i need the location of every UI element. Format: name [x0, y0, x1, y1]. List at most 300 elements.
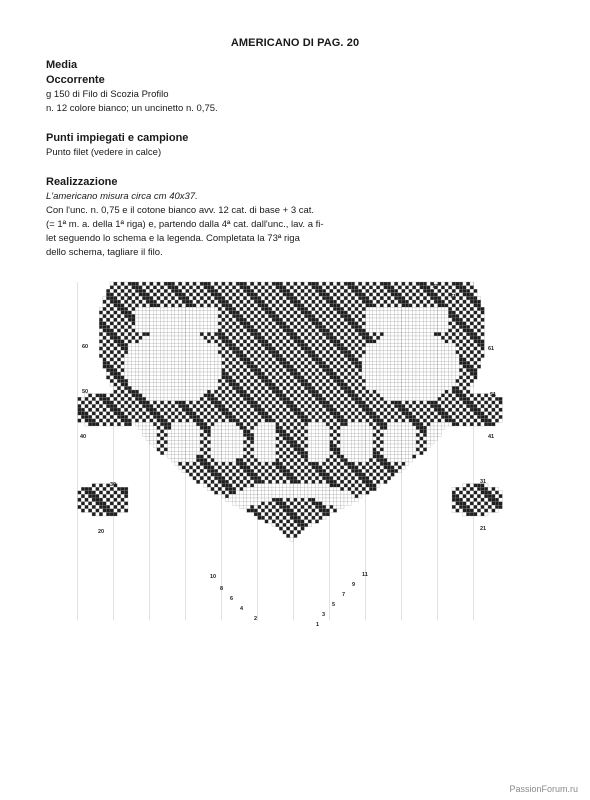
chart-cell [196, 422, 200, 426]
chart-cell [290, 383, 294, 387]
chart-cell [376, 343, 380, 347]
chart-cell [265, 430, 269, 434]
chart-cell [416, 415, 420, 419]
chart-cell [348, 300, 352, 304]
chart-cell [380, 451, 384, 455]
chart-cell [438, 340, 442, 344]
chart-cell [348, 440, 352, 444]
chart-cell [128, 282, 132, 286]
chart-cell [218, 397, 222, 401]
chart-cell [344, 415, 348, 419]
chart-cell [380, 282, 384, 286]
page-title: AMERICANO DI PAG. 20 [230, 37, 360, 49]
chart-cell [189, 448, 193, 452]
chart-cell [358, 401, 362, 405]
chart-cell [211, 293, 215, 297]
chart-cell [225, 350, 229, 354]
chart-cell [150, 430, 154, 434]
chart-cell [236, 361, 240, 365]
chart-cell [322, 293, 326, 297]
chart-cell [261, 293, 265, 297]
chart-cell [175, 404, 179, 408]
chart-cell [117, 415, 121, 419]
chart-cell [189, 293, 193, 297]
chart-cell [265, 358, 269, 362]
chart-cell [150, 318, 154, 322]
chart-cell [481, 394, 485, 398]
chart-cell [240, 376, 244, 380]
chart-cell [459, 340, 463, 344]
chart-cell [268, 347, 272, 351]
chart-cell [193, 286, 197, 290]
chart-cell [470, 419, 474, 423]
chart-cell [297, 426, 301, 430]
chart-cell [286, 354, 290, 358]
chart-cell [398, 430, 402, 434]
chart-cell [294, 419, 298, 423]
chart-cell [146, 430, 150, 434]
chart-cell [366, 329, 370, 333]
chart-cell [247, 289, 251, 293]
chart-cell [376, 404, 380, 408]
chart-cell [409, 307, 413, 311]
chart-cell [441, 307, 445, 311]
chart-cell [484, 419, 488, 423]
chart-cell [409, 354, 413, 358]
chart-cell [222, 419, 226, 423]
chart-cell [384, 451, 388, 455]
chart-cell [344, 336, 348, 340]
chart-cell [124, 318, 128, 322]
chart-cell [466, 304, 470, 308]
chart-cell [430, 314, 434, 318]
chart-cell [358, 358, 362, 362]
chart-cell [391, 293, 395, 297]
chart-cell [427, 336, 431, 340]
chart-cell [229, 289, 233, 293]
chart-cell [132, 383, 136, 387]
chart-cell [268, 415, 272, 419]
chart-cell [402, 325, 406, 329]
chart-cell [258, 448, 262, 452]
chart-cell [106, 361, 110, 365]
chart-cell [477, 419, 481, 423]
chart-cell [348, 350, 352, 354]
chart-cell [376, 390, 380, 394]
chart-cell [214, 286, 218, 290]
chart-cell [355, 282, 359, 286]
chart-cell [463, 296, 467, 300]
chart-cell [214, 347, 218, 351]
chart-cell [470, 394, 474, 398]
chart-cell [232, 368, 236, 372]
chart-cell [189, 430, 193, 434]
chart-cell [232, 300, 236, 304]
chart-cell [481, 415, 485, 419]
chart-cell [189, 336, 193, 340]
chart-cell [247, 390, 251, 394]
chart-cell [362, 282, 366, 286]
chart-cell [398, 422, 402, 426]
chart-cell [214, 336, 218, 340]
chart-cell [416, 451, 420, 455]
chart-cell [218, 440, 222, 444]
chart-cell [297, 408, 301, 412]
chart-cell [434, 433, 438, 437]
chart-cell [135, 343, 139, 347]
chart-cell [236, 383, 240, 387]
chart-cell [337, 394, 341, 398]
chart-cell [182, 354, 186, 358]
chart-cell [337, 347, 341, 351]
chart-cell [322, 332, 326, 336]
chart-cell [333, 390, 337, 394]
chart-cell [294, 415, 298, 419]
chart-cell [420, 354, 424, 358]
chart-cell [477, 347, 481, 351]
chart-cell [441, 358, 445, 362]
chart-cell [391, 383, 395, 387]
chart-cell [322, 358, 326, 362]
chart-cell [261, 451, 265, 455]
chart-cell [236, 340, 240, 344]
chart-cell [229, 430, 233, 434]
chart-cell [333, 451, 337, 455]
chart-cell [218, 379, 222, 383]
chart-cell [279, 314, 283, 318]
chart-cell [106, 289, 110, 293]
chart-cell [218, 332, 222, 336]
chart-cell [204, 340, 208, 344]
chart-cell [308, 318, 312, 322]
chart-cell [164, 412, 168, 416]
chart-cell [272, 289, 276, 293]
chart-cell [171, 311, 175, 315]
chart-cell [286, 311, 290, 315]
chart-cell [132, 300, 136, 304]
chart-cell [358, 318, 362, 322]
chart-cell [434, 372, 438, 376]
chart-cell [171, 426, 175, 430]
chart-cell [117, 300, 121, 304]
chart-cell [225, 426, 229, 430]
chart-cell [355, 433, 359, 437]
chart-cell [247, 376, 251, 380]
chart-cell [178, 372, 182, 376]
chart-cell [348, 433, 352, 437]
chart-cell [110, 404, 114, 408]
chart-cell [150, 347, 154, 351]
chart-cell [182, 361, 186, 365]
chart-cell [247, 358, 251, 362]
chart-cell [268, 329, 272, 333]
chart-cell [448, 343, 452, 347]
chart-cell [106, 350, 110, 354]
chart-cell [358, 343, 362, 347]
chart-cell [150, 314, 154, 318]
chart-cell [330, 286, 334, 290]
chart-cell [157, 307, 161, 311]
chart-cell [222, 433, 226, 437]
chart-cell [268, 286, 272, 290]
chart-cell [110, 361, 114, 365]
chart-cell [114, 343, 118, 347]
chart-cell [157, 354, 161, 358]
chart-cell [366, 394, 370, 398]
chart-cell [200, 430, 204, 434]
chart-cell [268, 368, 272, 372]
chart-cell [326, 361, 330, 365]
chart-cell [301, 376, 305, 380]
chart-cell [355, 332, 359, 336]
chart-cell [456, 322, 460, 326]
chart-cell [402, 422, 406, 426]
chart-cell [420, 394, 424, 398]
chart-cell [351, 361, 355, 365]
chart-cell [236, 343, 240, 347]
chart-cell [186, 412, 190, 416]
chart-cell [225, 318, 229, 322]
chart-cell [391, 282, 395, 286]
chart-cell [196, 304, 200, 308]
chart-cell [265, 451, 269, 455]
chart-cell [294, 444, 298, 448]
chart-cell [283, 455, 287, 459]
chart-cell [441, 329, 445, 333]
chart-cell [362, 361, 366, 365]
chart-cell [229, 318, 233, 322]
chart-cell [366, 332, 370, 336]
chart-cell [409, 322, 413, 326]
chart-cell [297, 404, 301, 408]
chart-cell [232, 455, 236, 459]
chart-cell [243, 300, 247, 304]
chart-cell [211, 422, 215, 426]
chart-cell [189, 455, 193, 459]
chart-cell [301, 296, 305, 300]
chart-cell [106, 304, 110, 308]
chart-cell [477, 314, 481, 318]
chart-cell [218, 361, 222, 365]
chart-cell [250, 304, 254, 308]
chart-cell [463, 347, 467, 351]
chart-cell [139, 293, 143, 297]
chart-cell [423, 293, 427, 297]
chart-cell [232, 361, 236, 365]
chart-cell [240, 358, 244, 362]
chart-cell [470, 300, 474, 304]
chart-cell [330, 300, 334, 304]
chart-cell [391, 430, 395, 434]
chart-cell [207, 365, 211, 369]
chart-cell [214, 379, 218, 383]
chart-cell [456, 300, 460, 304]
chart-cell [240, 322, 244, 326]
chart-cell [272, 282, 276, 286]
chart-cell [261, 401, 265, 405]
chart-cell [103, 358, 107, 362]
chart-cell [355, 314, 359, 318]
chart-cell [423, 322, 427, 326]
chart-cell [376, 415, 380, 419]
chart-cell [423, 404, 427, 408]
chart-cell [200, 314, 204, 318]
chart-cell [139, 394, 143, 398]
chart-cell [153, 336, 157, 340]
chart-cell [423, 318, 427, 322]
chart-cell [236, 401, 240, 405]
chart-cell [398, 408, 402, 412]
chart-cell [85, 404, 89, 408]
chart-cell [193, 376, 197, 380]
chart-cell [139, 408, 143, 412]
chart-cell [409, 282, 413, 286]
chart-cell [290, 401, 294, 405]
chart-cell [412, 336, 416, 340]
chart-cell [369, 314, 373, 318]
chart-cell [456, 286, 460, 290]
chart-cell [150, 394, 154, 398]
chart-cell [466, 314, 470, 318]
chart-cell [135, 289, 139, 293]
chart-cell [207, 404, 211, 408]
chart-cell [380, 318, 384, 322]
chart-cell [402, 408, 406, 412]
chart-cell [423, 358, 427, 362]
chart-cell [276, 376, 280, 380]
chart-cell [106, 401, 110, 405]
chart-cell [394, 383, 398, 387]
chart-cell [351, 332, 355, 336]
chart-cell [196, 358, 200, 362]
chart-cell [160, 448, 164, 452]
chart-cell [193, 354, 197, 358]
chart-cell [229, 386, 233, 390]
chart-cell [369, 368, 373, 372]
chart-cell [258, 372, 262, 376]
chart-cell [236, 408, 240, 412]
chart-cell [369, 415, 373, 419]
chart-cell [459, 314, 463, 318]
chart-cell [402, 350, 406, 354]
chart-cell [189, 282, 193, 286]
chart-cell [391, 300, 395, 304]
chart-cell [232, 340, 236, 344]
chart-cell [330, 340, 334, 344]
chart-cell [423, 350, 427, 354]
chart-cell [423, 390, 427, 394]
chart-cell [153, 422, 157, 426]
chart-cell [402, 390, 406, 394]
chart-cell [369, 394, 373, 398]
chart-cell [189, 397, 193, 401]
chart-cell [189, 329, 193, 333]
chart-cell [153, 372, 157, 376]
chart-cell [358, 307, 362, 311]
chart-cell [423, 361, 427, 365]
chart-cell [373, 412, 377, 416]
chart-cell [164, 386, 168, 390]
chart-cell [337, 444, 341, 448]
chart-cell [351, 394, 355, 398]
chart-cell [333, 343, 337, 347]
chart-cell [373, 451, 377, 455]
chart-cell [488, 415, 492, 419]
chart-cell [290, 408, 294, 412]
chart-cell [229, 361, 233, 365]
chart-cell [272, 397, 276, 401]
chart-cell [258, 332, 262, 336]
chart-cell [351, 440, 355, 444]
chart-cell [243, 412, 247, 416]
chart-cell [304, 293, 308, 297]
chart-cell [117, 372, 121, 376]
chart-cell [427, 282, 431, 286]
chart-cell [200, 318, 204, 322]
chart-cell [204, 282, 208, 286]
chart-cell [466, 293, 470, 297]
chart-cell [214, 365, 218, 369]
chart-cell [362, 440, 366, 444]
chart-cell [441, 325, 445, 329]
chart-cell [488, 422, 492, 426]
chart-cell [416, 401, 420, 405]
chart-cell [236, 433, 240, 437]
chart-cell [153, 397, 157, 401]
chart-cell [178, 455, 182, 459]
chart-cell [448, 332, 452, 336]
chart-cell [254, 322, 258, 326]
chart-cell [463, 322, 467, 326]
chart-cell [398, 336, 402, 340]
chart-cell [387, 451, 391, 455]
chart-cell [200, 379, 204, 383]
chart-cell [333, 430, 337, 434]
chart-cell [117, 289, 121, 293]
chart-cell [186, 314, 190, 318]
chart-cell [474, 408, 478, 412]
chart-cell [243, 365, 247, 369]
chart-cell [247, 386, 251, 390]
chart-cell [218, 350, 222, 354]
chart-cell [369, 307, 373, 311]
chart-cell [168, 422, 172, 426]
chart-cell [340, 304, 344, 308]
chart-cell [434, 296, 438, 300]
chart-cell [405, 433, 409, 437]
chart-cell [272, 415, 276, 419]
chart-cell [409, 358, 413, 362]
chart-cell [301, 311, 305, 315]
chart-cell [481, 343, 485, 347]
chart-cell [196, 401, 200, 405]
chart-cell [200, 286, 204, 290]
chart-cell [452, 386, 456, 390]
chart-cell [351, 408, 355, 412]
chart-cell [441, 379, 445, 383]
chart-cell [103, 415, 107, 419]
chart-cell [481, 307, 485, 311]
chart-cell [427, 322, 431, 326]
chart-cell [142, 350, 146, 354]
chart-cell [139, 383, 143, 387]
chart-cell [351, 311, 355, 315]
chart-cell [326, 455, 330, 459]
chart-cell [315, 379, 319, 383]
chart-cell [315, 300, 319, 304]
chart-cell [308, 354, 312, 358]
chart-cell [362, 390, 366, 394]
